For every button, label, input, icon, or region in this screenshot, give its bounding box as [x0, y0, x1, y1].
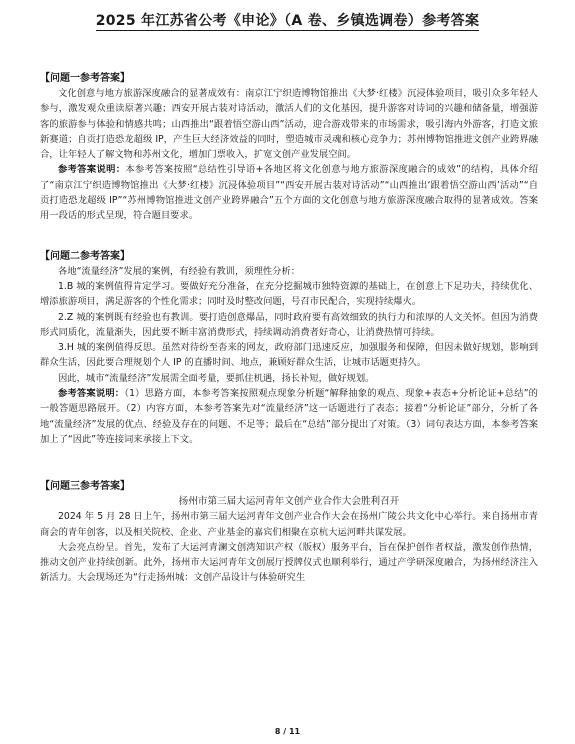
section-2-conclusion: 因此，城市“流量经济”发展需全面考量，要抓住机遇，扬长补短，做好规划。: [58, 372, 375, 384]
section-3-heading: 【问题三参考答案】: [40, 481, 130, 493]
document-title: [0, 10, 575, 30]
section-1-answer: 文化创意与地方旅游深度融合的显著成效有：南京江宁织造博物馆推出《大梦·红楼》沉浸体验项目，吸引众多年轻人参与，激发观众重读原著兴趣；西安开展古装对诗活动，激活人们的文化基因，提升游客对诗词的兴趣和储备量，增强游客的旅游参与体验和情感共鸣；山西推出“跟着悟空游山西”活动，迎合游戏带来的市场需求，吸引海内外游客，打造文旅新赛道；自贡打造恐龙超级 IP，产生巨大经济效益的同时，塑造城市灵魂和核心竞争力；苏州博物馆推进文创产业跨界融合，让年轻人了解文物和苏州文化，增加门票收入，扩宽文创产业发展空间。: [40, 88, 538, 161]
section-1-note: [40, 162, 538, 223]
section-3-paragraph-1: 2024 年 5 月 28 日上午，扬州市第三届大运河青年文创产业合作大会在扬州广陵公共文化中心举行。来自扬州市青商会的青年创客，以及相关院校、企业、产业基金的嘉宾们相聚在京杭大运河畔共谋发展。: [40, 511, 538, 538]
section-2-note-text: （1）思路方面，本参考答案按照观点现象分析题“解释抽象的观点、现象+表态+分析论证+总结”的一般答题思路展开。（2）内容方面，本参考答案先对“流量经济”这一话题进行了表态；接着“分析论证”部分，分析了各地“流量经济”发展的优点、经验及存在的问题、不足等；最后在“总结”部分提出了对策。（3）词句表达方面，本参考答案加上了“因此”等连接词来承接上下文。: [40, 388, 538, 445]
section-3-article-title: 扬州市第三届大运河青年文创产业合作大会胜利召开: [178, 496, 400, 508]
section-2-item-2: 2.Z 城的案例既有经验也有教训。要打造创意爆品，同时政府要有高效细致的执行力和浓厚的人文关怀。但因为消费形式同质化，流量渐失，因此要不断丰富消费形式，持续调动消费者好奇心，让消费热情可持续。: [40, 311, 538, 338]
page-number: 8 / 11: [274, 727, 301, 736]
section-2-heading: 【问题二参考答案】: [40, 250, 130, 262]
section-2-note: [40, 386, 538, 447]
section-2-item-1: 1.B 城的案例值得肯定学习。要做好充分准备，在充分挖掘城市独特资源的基础上，在创意上下足功夫，持续优化、增添旅游项目，满足游客的个性化需求；同时及时整改问题，号召市民配合，实现持续爆火。: [40, 280, 538, 308]
section-1-heading: 【问题一参考答案】: [40, 73, 130, 84]
section-1-note-text: 本参考答案按照“总结性引导语+各地区将文化创意与地方旅游深度融合的成效”的结构，具体介绍了“南京江宁织造博物馆推出《大梦·红楼》沉浸体验项目”“西安开展古装对诗活动”“山西推出‘跟着悟空游山西’活动”“自贡打造恐龙超级 IP”“苏州博物馆推进文创产业跨界融合”五个方面的文化创意与地方旅游深度融合取得的显著成效。答案用一段话的形式呈现，符合题目要求。: [40, 164, 538, 222]
section-2-note-label: 参考答案说明：: [58, 388, 125, 400]
document-body: [40, 72, 538, 586]
document-title-text: 2025 年江苏省公考《申论》（A 卷、乡镇选调卷）参考答案: [95, 13, 480, 29]
section-2-item-3: 3.H 城的案例值得反思。虽然对待纷至沓来的网友，政府部门迅速反应，加强服务和保障，但因未做好规划，影响到群众生活，因此要合理规划个人 IP 的直播时间、地点，兼顾好群众生活，让城市话题更持久。: [40, 342, 538, 369]
section-2-intro: 各地“流量经济”发展的案例，有经验有教训，须理性分析：: [58, 265, 301, 277]
section-3-paragraph-2: 大会亮点纷呈。首先，发布了大运河青澜文创湾知识产权（版权）服务平台，旨在保护创作者权益，激发创作热情，推动文创产业持续创新。此外，扬州市大运河青年文创展厅授牌仪式也顺利举行，通过产学研深度融合，为扬州经济注入新活力。大会现场还为“行走扬州城：文创产品设计与体验研究生: [40, 541, 538, 584]
section-1-note-label: 参考答案说明：: [58, 164, 126, 176]
